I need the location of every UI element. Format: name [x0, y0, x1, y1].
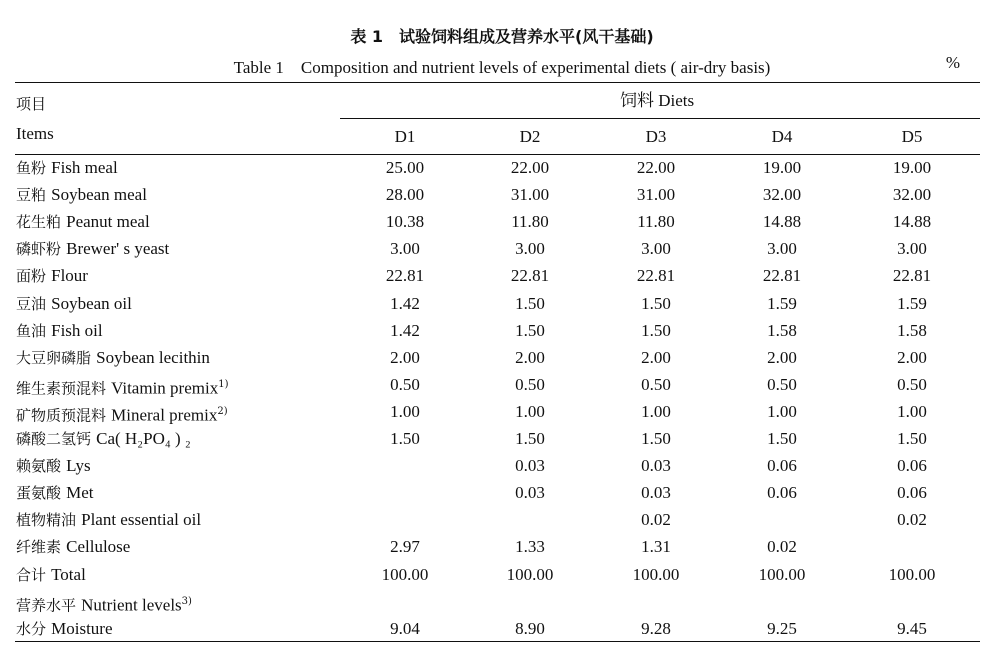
cell-d5: 14.88 [892, 212, 932, 232]
row-label [16, 592, 192, 615]
row-label-en: Soybean meal [51, 185, 147, 205]
row-label [16, 212, 150, 232]
row-label [16, 239, 169, 259]
row-label-en: Total [51, 564, 86, 584]
row-label-en: Nutrient levels [81, 594, 182, 614]
row-label [16, 266, 88, 286]
row-label-en: Soybean oil [51, 293, 132, 313]
row-label-cn: 大豆卵磷脂 [16, 348, 92, 367]
footnote-marker: 2) [217, 405, 228, 417]
row-label-cn: 矿物质预混料 [16, 406, 107, 425]
row-label-en: Flour [51, 266, 88, 286]
row-label-cn: 磷虾粉 [16, 240, 62, 259]
row-label [16, 294, 132, 314]
cell-d2: 11.80 [511, 212, 549, 232]
row-label-cn: 豆油 [16, 294, 47, 313]
cell-d5: 1.50 [897, 429, 927, 448]
cell-d4: 1.58 [767, 320, 797, 340]
cell-d5: 0.50 [897, 374, 927, 394]
header-items-en: Items [16, 124, 54, 143]
row-label-cn: 面粉 [16, 267, 47, 286]
header-rule [15, 154, 980, 155]
cell-d4: 0.06 [767, 483, 797, 503]
row-label-en: Peanut meal [66, 212, 150, 232]
cell-d1: 10.38 [385, 212, 425, 232]
cell-d5: 22.81 [892, 266, 932, 286]
row-label-en: Mineral premix [111, 405, 218, 425]
row-label-en: Fish meal [51, 158, 118, 177]
column-header-d1: D1 [394, 127, 416, 146]
cell-d3: 0.03 [641, 456, 671, 476]
cell-d5: 19.00 [892, 158, 932, 177]
column-header-d4: D4 [771, 127, 793, 146]
row-label-cn: 鱼油 [16, 321, 47, 340]
cell-d5: 3.00 [897, 239, 927, 259]
row-label [16, 483, 94, 503]
cell-d4: 22.81 [762, 266, 802, 286]
table-title-cn: 表 1 试验饲料组成及营养水平(风干基础) [350, 27, 654, 46]
row-label [16, 537, 130, 557]
table-title-en: Table 1 Composition and nutrient levels of experimental diets ( air-dry basis) [233, 58, 771, 77]
row-label [16, 619, 113, 639]
row-label [16, 158, 118, 178]
row-label-cn: 植物精油 [16, 511, 77, 530]
cell-d3: 0.50 [641, 374, 671, 394]
row-label [16, 185, 147, 205]
row-label-en: Cellulose [66, 537, 131, 557]
cell-d2: 1.00 [515, 401, 545, 421]
cell-d1: 3.00 [390, 239, 420, 259]
cell-d4: 3.00 [767, 239, 797, 259]
row-label-cn: 水分 [16, 619, 47, 638]
row-label [16, 321, 103, 341]
cell-d5: 32.00 [892, 185, 932, 205]
row-label-en: Lys [66, 456, 91, 476]
cell-d4: 2.00 [767, 347, 797, 367]
row-label-cn: 蛋氨酸 [16, 484, 62, 503]
row-label-cn: 维生素预混料 [16, 379, 107, 398]
cell-d1: 2.00 [390, 347, 420, 367]
cell-d3: 0.02 [641, 510, 671, 530]
row-label-cn: 合计 [16, 565, 47, 584]
cell-d4: 9.25 [767, 618, 797, 638]
cell-d5: 1.58 [897, 320, 927, 340]
cell-d3: 1.00 [641, 401, 671, 421]
cell-d5: 2.00 [897, 347, 927, 367]
row-label-cn: 花生粕 [16, 213, 62, 232]
cell-d4: 14.88 [762, 212, 802, 232]
footnote-marker: 3) [181, 595, 192, 607]
cell-d5: 0.02 [897, 510, 927, 530]
row-label-en: Fish oil [51, 320, 103, 340]
row-label-en: Vitamin premix [111, 378, 219, 398]
cell-d3: 1.50 [641, 429, 671, 448]
cell-d2: 100.00 [506, 564, 554, 584]
row-label-cn: 营养水平 [16, 595, 77, 614]
cell-d5: 1.59 [897, 293, 927, 313]
cell-d2: 0.50 [515, 374, 545, 394]
cell-d1: 9.04 [390, 618, 420, 638]
cell-d1: 1.42 [390, 293, 420, 313]
cell-d3: 2.00 [641, 347, 671, 367]
cell-d4: 1.59 [767, 293, 797, 313]
cell-d2: 31.00 [510, 185, 550, 205]
cell-d2: 8.90 [515, 618, 545, 638]
cell-d2: 1.33 [515, 537, 545, 557]
row-label-cn: 鱼粉 [16, 159, 47, 177]
row-label-cn: 豆粕 [16, 186, 47, 205]
diets-subrule [340, 118, 980, 119]
cell-d1: 25.00 [385, 158, 425, 177]
cell-d4: 0.06 [767, 456, 797, 476]
cell-d3: 1.50 [641, 320, 671, 340]
row-label-cn: 赖氨酸 [16, 457, 62, 476]
row-label-en: Moisture [51, 618, 113, 638]
header-items-cn: 项目 [16, 95, 47, 113]
cell-d4: 19.00 [762, 158, 802, 177]
cell-d2: 3.00 [515, 239, 545, 259]
row-label [16, 348, 210, 368]
cell-d3: 1.31 [641, 537, 671, 557]
cell-d5: 100.00 [888, 564, 936, 584]
cell-d2: 1.50 [515, 429, 545, 448]
cell-d1: 0.50 [390, 374, 420, 394]
top-rule [15, 82, 980, 83]
cell-d4: 100.00 [758, 564, 806, 584]
row-label [16, 565, 86, 585]
cell-d3: 1.50 [641, 293, 671, 313]
cell-d1: 100.00 [381, 564, 429, 584]
cell-d3: 3.00 [641, 239, 671, 259]
cell-d3: 22.00 [636, 158, 676, 177]
cell-d4: 0.50 [767, 374, 797, 394]
row-label-en: Soybean lecithin [96, 347, 210, 367]
cell-d3: 100.00 [632, 564, 680, 584]
row-label [16, 375, 228, 398]
cell-d1: 28.00 [385, 185, 425, 205]
cell-d3: 11.80 [637, 212, 675, 232]
row-label [16, 429, 191, 449]
column-header-d3: D3 [645, 127, 667, 146]
row-label-en: Met [66, 483, 94, 503]
cell-d5: 0.06 [897, 456, 927, 476]
cell-d2: 22.81 [510, 266, 550, 286]
cell-d3: 9.28 [641, 618, 671, 638]
cell-d5: 1.00 [897, 401, 927, 421]
cell-d1: 1.50 [390, 429, 420, 448]
row-label [16, 402, 228, 425]
cell-d1: 22.81 [385, 266, 425, 286]
row-label [16, 510, 201, 530]
cell-d1: 1.42 [390, 320, 420, 340]
row-label-en: Brewer' s yeast [66, 239, 170, 259]
cell-d2: 0.03 [515, 456, 545, 476]
cell-d4: 0.02 [767, 537, 797, 557]
cell-d5: 0.06 [897, 483, 927, 503]
cell-d1: 2.97 [390, 537, 420, 557]
header-diets-label: 饲料 Diets [620, 91, 695, 110]
cell-d3: 0.03 [641, 483, 671, 503]
footnote-marker: 1) [218, 378, 229, 390]
row-label-cn: 纤维素 [16, 538, 62, 557]
cell-d2: 22.00 [510, 158, 550, 177]
cell-d3: 22.81 [636, 266, 676, 286]
cell-d4: 32.00 [762, 185, 802, 205]
table-unit: % [945, 53, 960, 72]
column-header-d2: D2 [519, 127, 541, 146]
cell-d2: 0.03 [515, 483, 545, 503]
row-label [16, 456, 91, 476]
row-label-en: Plant essential oil [81, 510, 202, 530]
row-label-en: Ca( H₂PO₄ ) ₂ [96, 429, 191, 448]
bottom-rule [15, 641, 980, 642]
cell-d2: 1.50 [515, 293, 545, 313]
cell-d3: 31.00 [636, 185, 676, 205]
cell-d2: 2.00 [515, 347, 545, 367]
cell-d4: 1.00 [767, 401, 797, 421]
column-header-d5: D5 [901, 127, 923, 146]
cell-d1: 1.00 [390, 401, 420, 421]
cell-d2: 1.50 [515, 320, 545, 340]
row-label-cn: 磷酸二氢钙 [16, 430, 92, 448]
cell-d4: 1.50 [767, 429, 797, 448]
cell-d5: 9.45 [897, 618, 927, 638]
